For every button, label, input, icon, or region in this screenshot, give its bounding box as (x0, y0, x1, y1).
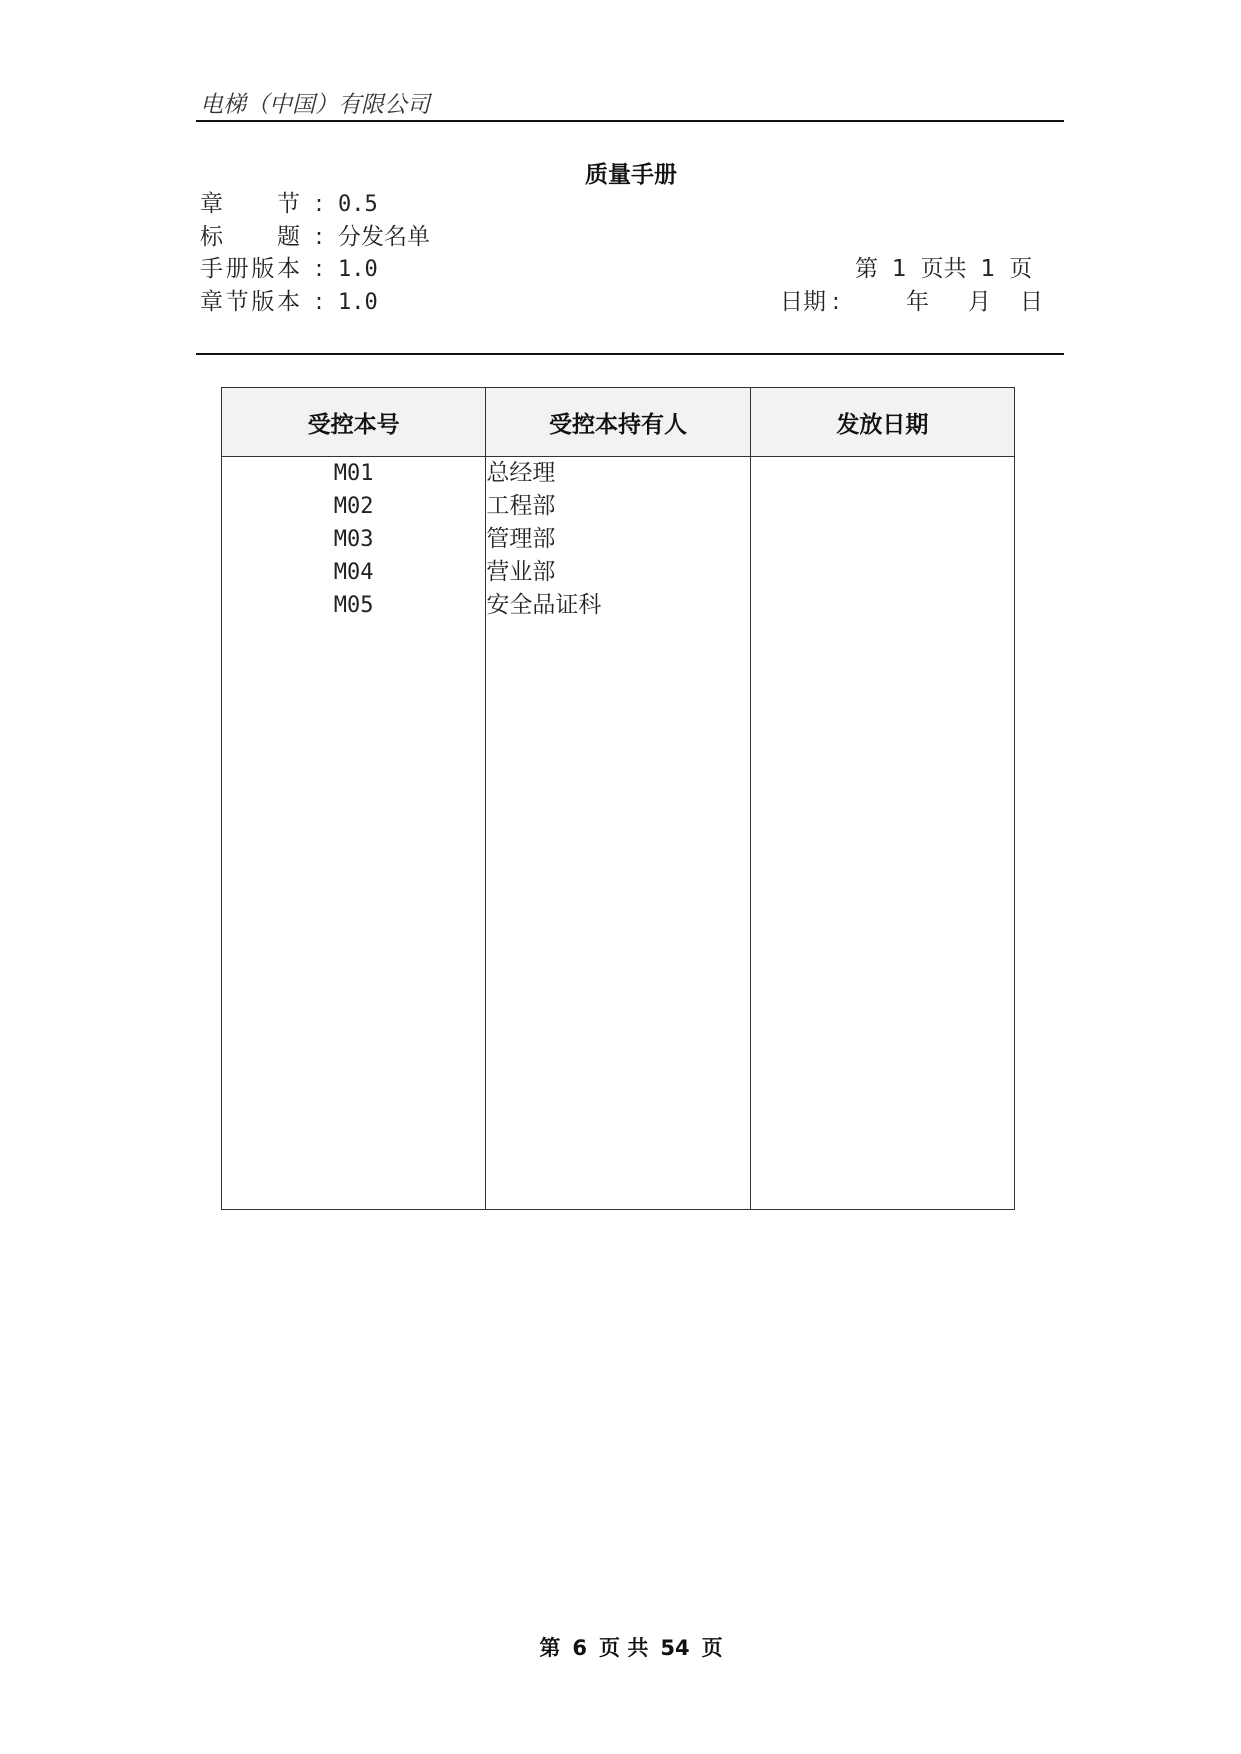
table-body-row (222, 457, 1015, 1210)
page-count-suffix: 页 (1009, 256, 1033, 282)
date-field (780, 286, 1043, 318)
meta-manual-version-value: 1.0 (338, 257, 378, 282)
footer-suffix: 页 (701, 1636, 723, 1660)
issue-date-column (750, 457, 1014, 1210)
document-title: 质量手册 (585, 162, 677, 188)
copy-no-cell: M05 (333, 593, 374, 618)
copy-no-cell: M03 (333, 527, 374, 552)
footer-current-page: 6 (572, 1636, 588, 1660)
meta-colon: : (315, 224, 323, 250)
meta-chapter-version-value: 1.0 (338, 290, 378, 315)
header-issue-date: 发放日期 (750, 388, 1014, 457)
copy-holder-column (486, 457, 750, 1210)
footer-total-pages: 54 (660, 1636, 690, 1660)
date-year: 年 (906, 289, 929, 315)
meta-subject (200, 221, 430, 253)
copy-no-column (222, 457, 486, 1210)
meta-chapter-version (200, 286, 378, 318)
meta-manual-version (200, 253, 378, 285)
page-count-current: 1 (892, 256, 907, 282)
meta-divider (196, 353, 1064, 355)
header-copy-holder: 受控本持有人 (486, 388, 750, 457)
date-colon: : (832, 289, 840, 315)
copy-holder-cell: 营业部 (486, 559, 556, 585)
copy-holder-cell: 总经理 (486, 460, 556, 486)
copy-no-cell: M02 (333, 494, 374, 519)
copy-holder-cell: 安全品证科 (486, 592, 602, 618)
header-controlled-copy-no: 受控本号 (222, 388, 486, 457)
distribution-table (221, 387, 1015, 1210)
meta-chapter-label: 章 节 (200, 191, 300, 217)
meta-colon: : (315, 191, 323, 217)
date-month: 月 (968, 289, 991, 315)
date-label: 日期 (780, 289, 826, 315)
page-count (855, 253, 1046, 285)
page-footer (0, 1632, 1241, 1662)
copy-holder-cell: 工程部 (486, 493, 556, 519)
date-day: 日 (1020, 289, 1043, 315)
copy-no-cell: M04 (333, 560, 374, 585)
page-count-prefix: 第 (855, 256, 878, 282)
meta-chapter (200, 188, 378, 220)
footer-prefix: 第 (539, 1636, 561, 1660)
meta-colon: : (315, 256, 323, 282)
table-header-row (222, 388, 1015, 457)
copy-holder-cell: 管理部 (486, 526, 556, 552)
meta-subject-label: 标 题 (200, 224, 300, 250)
page-count-middle: 页共 (920, 256, 967, 282)
copy-no-cell: M01 (333, 461, 374, 486)
header-divider (196, 120, 1064, 122)
meta-colon: : (315, 289, 323, 315)
meta-chapter-version-label: 章节版本 (200, 289, 300, 315)
page-count-total: 1 (980, 256, 996, 282)
meta-chapter-value: 0.5 (338, 192, 378, 217)
meta-subject-value: 分发名单 (338, 224, 430, 250)
footer-middle: 页 共 (599, 1636, 649, 1660)
company-name: 电梯（中国）有限公司 (200, 92, 430, 118)
meta-manual-version-label: 手册版本 (200, 256, 300, 282)
